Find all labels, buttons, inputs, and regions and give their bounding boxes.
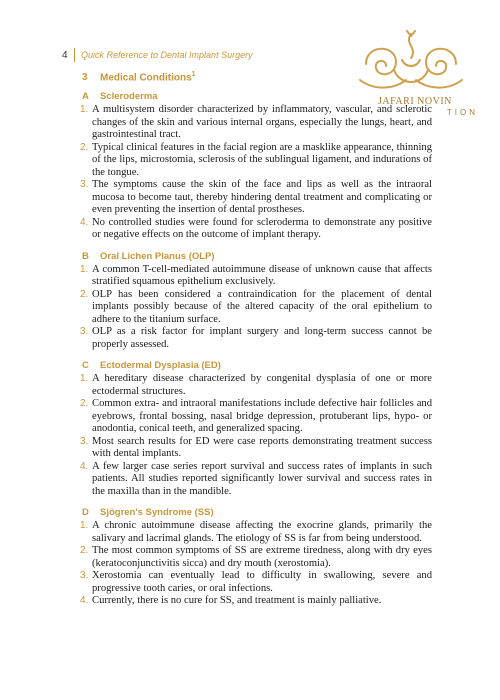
header-divider: [74, 48, 75, 62]
section: [80, 251, 432, 352]
list-item-text: A hereditary disease characterized by congenital dysplasia of one or more ectodermal structures.: [92, 373, 432, 397]
section: [80, 360, 432, 498]
section-heading: [82, 507, 432, 518]
list-item: [80, 264, 432, 289]
chapter-footnote-ref: 1: [191, 71, 196, 78]
section-title: Sjögren's Syndrome (SS): [100, 507, 214, 519]
list-item-number: 1.: [80, 373, 89, 385]
page-number: 4: [62, 49, 68, 61]
list-item: [80, 520, 432, 545]
list-item-number: 2.: [80, 545, 89, 557]
list-item: [80, 373, 432, 398]
list-item-text: A common T-cell-mediated autoimmune disease of unknown cause that affects stratified squamous epithelium exclusively.: [92, 263, 432, 288]
chapter-heading: [82, 71, 432, 83]
chapter-number: 3: [82, 72, 88, 84]
list-item-text: The symptoms cause the skin of the face and lips as well as the intraoral mucosa to become taut, thereby hindering dental treatment and complicating or even preventing the insertion of dental prostheses.: [92, 179, 432, 216]
list-item: [80, 217, 432, 242]
page-header: [62, 47, 253, 63]
list-item: [80, 461, 432, 499]
section-title: Ectodermal Dysplasia (ED): [100, 360, 221, 372]
page-content: [80, 71, 432, 617]
list-item-number: 4.: [80, 595, 89, 607]
section-heading: [82, 251, 432, 262]
list-item-text: A chronic autoimmune disease affecting the exocrine glands, primarily the salivary and lacrimal glands. The etiology of SS is far from being understood.: [92, 520, 432, 544]
section-letter: C: [82, 360, 89, 372]
list-item: [80, 570, 432, 595]
section: [80, 507, 432, 608]
section-letter: A: [82, 91, 89, 103]
list-item-number: 3.: [80, 179, 89, 191]
numbered-list: [80, 373, 432, 498]
section: [80, 91, 432, 242]
list-item: [80, 326, 432, 351]
running-title: Quick Reference to Dental Implant Surgery: [81, 50, 253, 60]
section-title: Scleroderma: [100, 91, 158, 103]
list-item-text: Xerostomia can eventually lead to difficulty in swallowing, severe and progressive tooth caries, or oral infections.: [92, 570, 432, 594]
list-item-number: 4.: [80, 460, 89, 472]
list-item: [80, 398, 432, 436]
section-heading: [82, 91, 432, 102]
list-item-text: Most search results for ED were case reports demonstrating treatment success with dental implants.: [92, 435, 432, 460]
section-letter: B: [82, 250, 89, 262]
list-item-text: OLP has been considered a contraindication for the placement of dental implants possibly because of the altered capacity of the oral epithelium to adhere to the titanium surface.: [92, 288, 432, 325]
list-item-text: The most common symptoms of SS are extreme tiredness, along with dry eyes (keratoconjunctivitis sicca) and dry mouth (xerostomia).: [92, 545, 432, 569]
list-item-text: A few larger case series report survival and success rates of implants in such patients. All studies reported significantly lower survival and success rates in the maxilla than in the mandible.: [92, 460, 432, 497]
section-title: Oral Lichen Planus (OLP): [100, 250, 215, 262]
watermark-subtext: TION: [446, 108, 478, 117]
list-item-number: 1.: [80, 104, 89, 116]
list-item-number: 1.: [80, 520, 89, 532]
list-item-text: Common extra- and intraoral manifestations include defective hair follicles and eyebrows, frontal bossing, nasal bridge depression, protuberant lips, hypo- or anodontia, conical teeth, and generalized spacing.: [92, 398, 432, 435]
list-item-number: 3.: [80, 326, 89, 338]
section-letter: D: [82, 507, 89, 519]
numbered-list: [80, 264, 432, 352]
list-item-number: 3.: [80, 570, 89, 582]
list-item: [80, 104, 432, 142]
list-item-text: No controlled studies were found for scleroderma to demonstrate any positive or negative effects on the outcome of implant therapy.: [92, 216, 432, 241]
list-item: [80, 179, 432, 217]
section-heading: [82, 360, 432, 371]
list-item-number: 2.: [80, 288, 89, 300]
list-item-text: Currently, there is no cure for SS, and treatment is mainly palliative.: [92, 595, 382, 607]
list-item-number: 2.: [80, 398, 89, 410]
chapter-title: Medical Conditions: [100, 72, 192, 84]
list-item-text: OLP as a risk factor for implant surgery and long-term success cannot be properly assessed.: [92, 326, 432, 350]
sections-container: [80, 91, 432, 608]
list-item-number: 2.: [80, 141, 89, 153]
numbered-list: [80, 520, 432, 608]
list-item-number: 3.: [80, 435, 89, 447]
list-item-number: 1.: [80, 263, 89, 275]
list-item: [80, 545, 432, 570]
watermark-text: JAFARI NOVIN: [378, 96, 452, 107]
list-item-text: Typical clinical features in the facial region are a masklike appearance, thinning of the lips, microstomia, sclerosis of the sublingual ligament, and indurations of the tongue.: [92, 141, 432, 178]
list-item: [80, 289, 432, 327]
list-item-number: 4.: [80, 216, 89, 228]
list-item: [80, 142, 432, 180]
list-item: [80, 595, 432, 608]
list-item-text: A multisystem disorder characterized by inflammatory, vascular, and sclerotic changes of the skin and various internal organs, especially the lungs, heart, and gastrointestinal tract.: [92, 104, 432, 141]
list-item: [80, 436, 432, 461]
numbered-list: [80, 104, 432, 242]
